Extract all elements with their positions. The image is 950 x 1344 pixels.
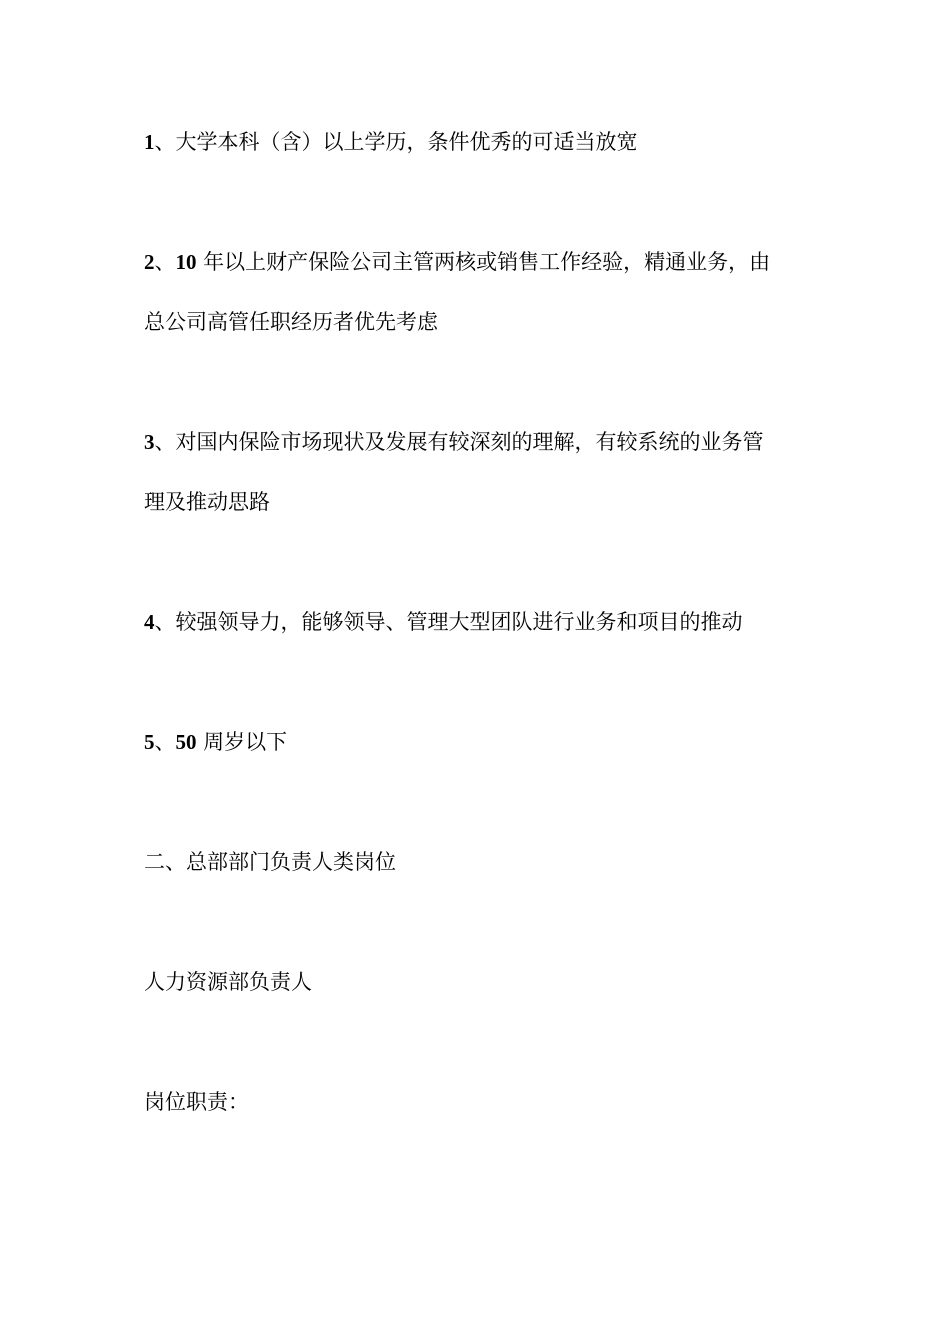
duties-label: 岗位职责： xyxy=(144,1090,249,1114)
item-text: 、较强领导力，能够领导、管理大型团队进行业务和项目的推动 xyxy=(154,610,743,634)
requirement-4 xyxy=(144,608,824,636)
item-text: 周岁以下 xyxy=(196,730,288,754)
item-separator: 、 xyxy=(154,730,176,754)
item-number: 5 xyxy=(144,730,155,754)
item-text: 、大学本科（含）以上学历，条件优秀的可适当放宽 xyxy=(154,130,638,154)
item-text: 总公司高管任职经历者优先考虑 xyxy=(144,310,438,334)
item-inline-number: 50 xyxy=(175,730,197,754)
section-heading: 二、总部部门负责人类岗位 xyxy=(144,850,396,874)
item-text: 理及推动思路 xyxy=(144,490,270,514)
item-number: 4 xyxy=(144,610,155,634)
requirement-2-line-2 xyxy=(144,308,824,336)
position-title: 人力资源部负责人 xyxy=(144,970,312,994)
requirement-5 xyxy=(144,728,824,756)
item-text: 、对国内保险市场现状及发展有较深刻的理解，有较系统的业务管 xyxy=(154,430,764,454)
item-separator: 、 xyxy=(154,250,176,274)
item-number: 3 xyxy=(144,430,155,454)
requirement-3-line-2 xyxy=(144,488,824,516)
requirement-2-line-1 xyxy=(144,248,824,276)
item-number: 1 xyxy=(144,130,155,154)
item-inline-number: 10 xyxy=(175,250,197,274)
item-number: 2 xyxy=(144,250,155,274)
requirement-3-line-1 xyxy=(144,428,824,456)
item-text: 年以上财产保险公司主管两核或销售工作经验，精通业务，由 xyxy=(196,250,771,274)
requirement-1 xyxy=(144,128,824,156)
